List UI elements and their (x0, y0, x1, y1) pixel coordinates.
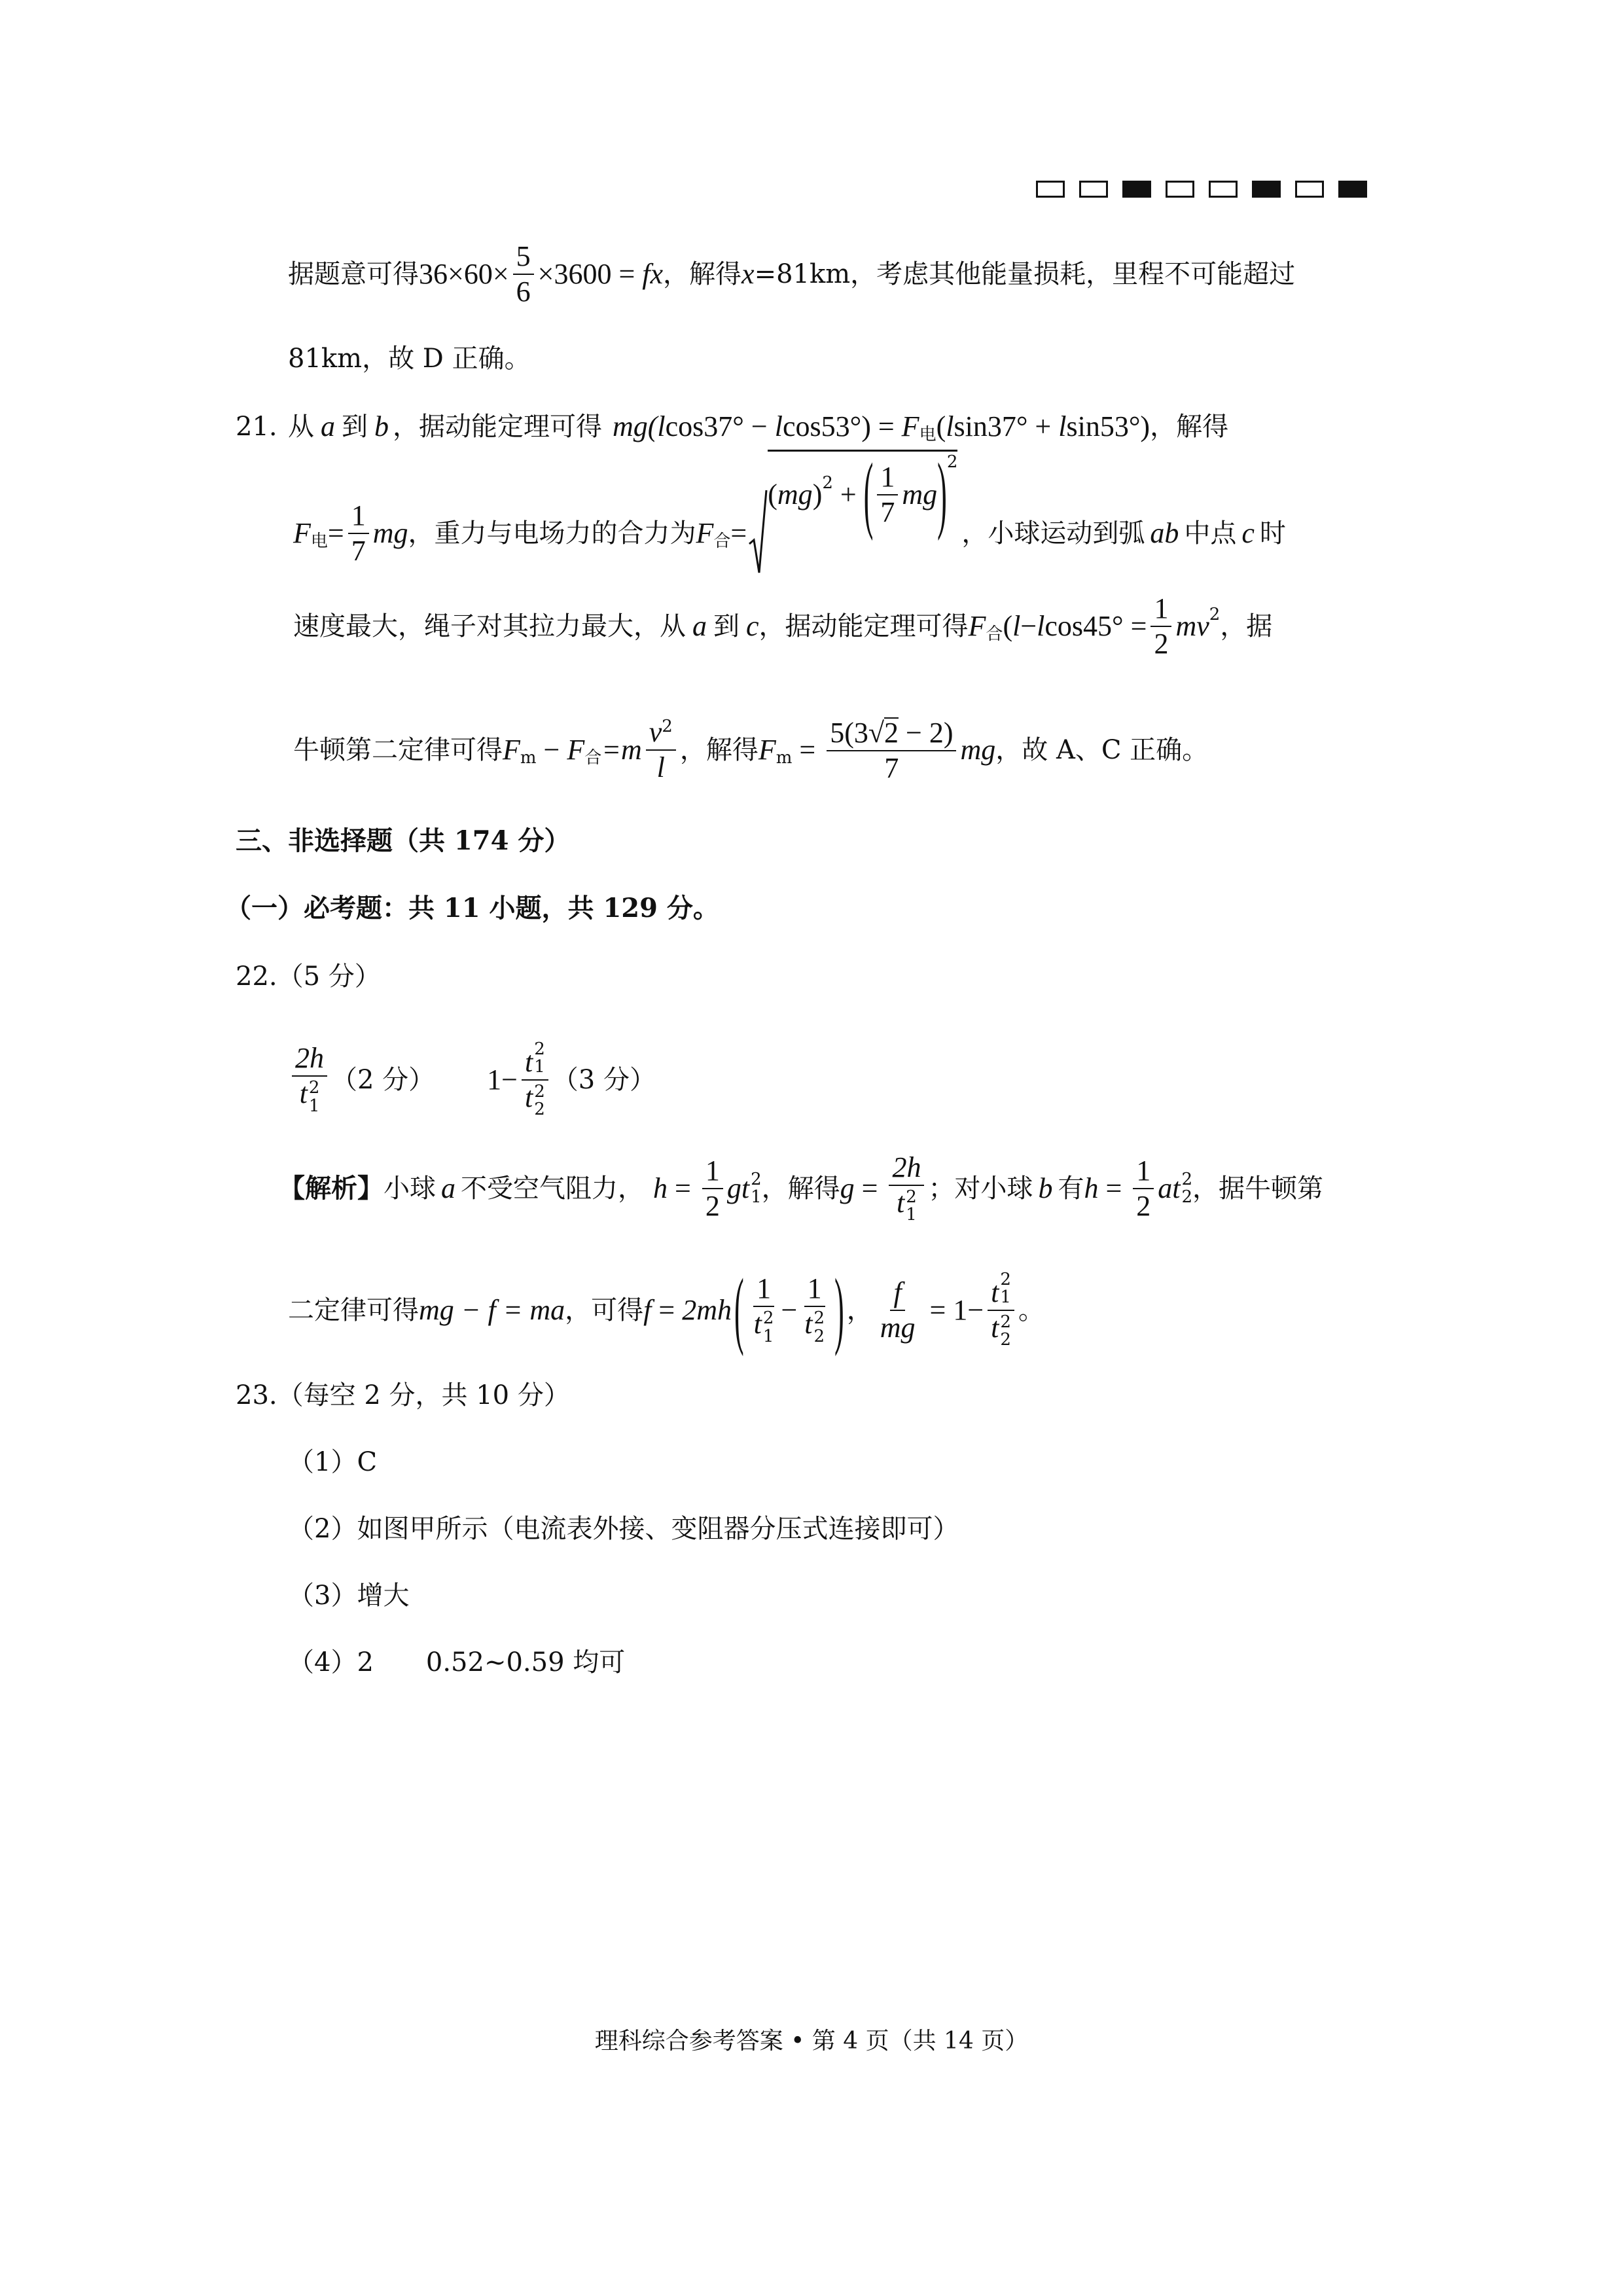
formula: mg (372, 517, 408, 549)
q22-header (236, 963, 381, 990)
formula: t (1172, 1172, 1181, 1205)
numerator: 1 (877, 463, 898, 495)
formula: l (1012, 610, 1021, 642)
numerator (988, 1271, 1014, 1311)
formula: mg − f = ma (419, 1293, 565, 1326)
text: （5 分） (277, 961, 381, 992)
formula: F (968, 610, 986, 642)
text: （一）必考题：共 11 小题，共 129 分。 (225, 893, 719, 924)
formula: 2mh (682, 1293, 732, 1326)
formula: ( (768, 478, 777, 511)
formula: t (741, 1172, 750, 1205)
mark-box (1252, 181, 1281, 198)
denominator: 7 (884, 752, 899, 784)
fraction (348, 501, 369, 565)
formula: sin37° + (954, 410, 1059, 442)
formula: mg (777, 478, 813, 511)
formula: cos45° = (1044, 610, 1147, 642)
formula: l (1037, 610, 1045, 642)
text: 中点 (1184, 518, 1237, 548)
superscript: 2 (813, 1308, 825, 1329)
formula: = (668, 1172, 698, 1205)
text: 时 (1259, 518, 1286, 548)
formula: F (567, 734, 585, 766)
formula: 1 (487, 1063, 502, 1096)
formula: t (525, 1045, 533, 1078)
subscript: 电 (310, 531, 328, 551)
superscript: 2 (308, 1078, 320, 1098)
formula: = (1098, 1172, 1130, 1205)
subscript: 2 (1181, 1187, 1193, 1208)
question-number: 21. (236, 412, 277, 442)
fraction (513, 242, 534, 306)
numerator (646, 718, 676, 751)
analysis-label: 【解析】 (279, 1173, 383, 1204)
q23-item (288, 1449, 377, 1475)
text: ，据动能定理可得 (393, 412, 602, 442)
superscript: 2 (1209, 605, 1221, 624)
formula: ×3600 = (537, 258, 643, 290)
page-footer: 理科综合参考答案 • 第 4 页（共 14 页） (594, 2028, 1029, 2054)
formula: 36×60× (419, 258, 509, 290)
text: 有 (1058, 1174, 1084, 1204)
formula: a (321, 410, 335, 442)
formula: cos37° − (665, 410, 775, 442)
text: （2 分） (331, 1064, 435, 1095)
formula: l (1058, 410, 1067, 442)
formula: t (897, 1187, 905, 1219)
formula: − (967, 1293, 984, 1326)
superscript: 2 (751, 1170, 762, 1189)
subscript: m (776, 748, 793, 768)
denominator: 2 (1154, 628, 1169, 660)
text: ，据牛顿第 (1192, 1174, 1324, 1204)
formula: fx (642, 258, 664, 290)
mark-box (1295, 181, 1324, 198)
subscript: 2 (1000, 1329, 1011, 1350)
numerator: 1 (702, 1157, 723, 1189)
formula: c (1241, 517, 1255, 549)
section-title (236, 825, 571, 856)
q20-line-2 (288, 346, 531, 372)
numerator: 5 (513, 242, 534, 275)
formula: − (501, 1063, 518, 1096)
denominator: 2 (705, 1190, 720, 1223)
big-paren: ( (734, 1261, 744, 1357)
section-subtitle (225, 895, 719, 922)
mark-box (1338, 181, 1367, 198)
text: 81km，故 D 正确。 (288, 344, 531, 374)
mark-box (1122, 181, 1151, 198)
formula: =m (601, 734, 642, 766)
text: ，解得 (761, 1174, 840, 1204)
formula: = (854, 1172, 885, 1205)
fraction (1133, 1157, 1154, 1221)
denominator: 2 (1136, 1190, 1151, 1223)
superscript: 2 (906, 1187, 917, 1207)
formula: mv (1175, 610, 1209, 642)
text: 据题意可得 (288, 259, 419, 289)
radicand (768, 445, 958, 542)
mark-box (1166, 181, 1194, 198)
q22-analysis-line-2 (288, 1261, 1044, 1357)
formula: F (503, 734, 520, 766)
formula: − (781, 1293, 798, 1326)
fraction (877, 460, 898, 528)
text: 三、非选择题（共 174 分） (236, 825, 571, 856)
numerator: 2h (292, 1044, 327, 1077)
fraction (877, 1278, 919, 1342)
superscript: 2 (1000, 1312, 1011, 1332)
formula: t (991, 1276, 999, 1308)
fraction (889, 1153, 924, 1225)
text: 到 (713, 611, 740, 641)
subscript: m (520, 748, 537, 768)
text: ，解得 (1150, 412, 1229, 442)
text: 牛顿第二定律可得 (293, 735, 503, 765)
fraction (801, 1274, 828, 1346)
text: ，据 (1220, 611, 1273, 641)
numerator: 1 (804, 1274, 825, 1307)
subscript: 1 (762, 1326, 774, 1346)
formula: a (441, 1172, 455, 1205)
text: ，解得 (663, 259, 742, 289)
numerator: f (890, 1278, 904, 1311)
text: 小球 (383, 1174, 436, 1204)
text: 从 (288, 412, 314, 442)
numerator (827, 717, 956, 751)
subscript: 合 (986, 624, 1003, 644)
text: 速度最大，绳子对其拉力最大，从 (293, 611, 686, 641)
formula: c (746, 610, 759, 642)
q22-analysis-line-1 (279, 1153, 1323, 1225)
formula: ( (1003, 610, 1013, 642)
fraction (988, 1271, 1014, 1349)
q23-item (288, 1583, 409, 1609)
text: ，据动能定理可得 (758, 611, 969, 641)
fraction (522, 1041, 548, 1119)
superscript: 2 (822, 473, 833, 493)
superscript: 2 (946, 452, 958, 472)
superscript: 2 (1000, 1270, 1011, 1289)
superscript: 2 (534, 1081, 545, 1102)
q20-line-1 (288, 242, 1295, 306)
formula: = (327, 517, 344, 549)
denominator: mg (880, 1311, 916, 1344)
formula: 5(3 (830, 717, 868, 749)
formula: a (1158, 1172, 1173, 1205)
text: ；对小球 (928, 1174, 1033, 1204)
formula: cos53°) = (782, 410, 902, 442)
formula: t (804, 1308, 813, 1340)
text: ，重力与电场力的合力为 (408, 518, 696, 548)
q22-answers (288, 1041, 656, 1119)
numerator: 1 (1150, 594, 1171, 627)
numerator: 1 (1133, 1157, 1154, 1189)
superscript: 2 (662, 717, 673, 736)
text: ， (846, 1295, 873, 1325)
numerator: 1 (753, 1274, 774, 1307)
formula: = (922, 1293, 954, 1326)
denominator: l (656, 751, 665, 783)
formula: g (840, 1172, 855, 1205)
sqrt-icon: √ (868, 717, 885, 749)
superscript: 2 (1181, 1170, 1193, 1189)
text: ，可得 (565, 1295, 644, 1325)
denominator (296, 1077, 323, 1115)
formula: 1 (953, 1293, 968, 1326)
q21-line-2 (293, 445, 1286, 579)
fraction (751, 1274, 777, 1346)
text: 。 (1018, 1295, 1044, 1325)
formula: mg (902, 478, 938, 511)
formula: = (730, 517, 747, 549)
formula: ab (1150, 517, 1179, 549)
text: （2）如图甲所示（电流表外接、变阻器分压式连接即可） (288, 1514, 959, 1544)
mark-box (1036, 181, 1065, 198)
fraction (827, 717, 956, 783)
formula: mg(l (613, 410, 666, 442)
formula: h (1084, 1172, 1099, 1205)
text: （4）2 0.52~0.59 均可 (288, 1647, 626, 1677)
denominator: 6 (516, 276, 531, 308)
big-paren: ) (834, 1261, 844, 1357)
text: =81km，考虑其他能量损耗，里程不可能超过 (754, 259, 1296, 289)
formula: a (692, 610, 707, 642)
formula: b (374, 410, 389, 442)
subscript: 1 (308, 1096, 320, 1116)
formula: v (649, 716, 662, 748)
formula: t (525, 1081, 533, 1113)
denominator: 7 (351, 535, 366, 567)
formula: F (758, 734, 776, 766)
text: （3 分） (552, 1064, 656, 1095)
q23-item (288, 1649, 625, 1676)
question-number: 22. (236, 961, 277, 992)
denominator (801, 1307, 828, 1346)
numerator (522, 1041, 548, 1081)
formula: F (293, 517, 311, 549)
formula: − 2) (899, 717, 954, 749)
formula: t (991, 1311, 999, 1344)
formula: t (753, 1308, 762, 1340)
numerator: 1 (348, 501, 369, 534)
question-number: 23. (236, 1380, 277, 1410)
formula: 2 (884, 717, 899, 749)
text: ，解得 (679, 735, 758, 765)
subscript: 电 (919, 425, 936, 444)
mark-box (1209, 181, 1238, 198)
subscript: 2 (534, 1099, 545, 1119)
denominator (988, 1311, 1014, 1350)
formula: x (741, 258, 755, 290)
subscript: 1 (906, 1205, 917, 1225)
text: 到 (342, 412, 368, 442)
formula: + (832, 478, 864, 511)
formula: − (1020, 610, 1037, 642)
q23-header (236, 1382, 570, 1408)
subscript: 合 (584, 748, 602, 768)
formula: − (536, 734, 567, 766)
numerator: 2h (889, 1153, 924, 1186)
formula: b (1038, 1172, 1053, 1205)
formula: mg (960, 734, 996, 766)
subscript: 1 (751, 1187, 762, 1208)
superscript: 2 (534, 1039, 545, 1059)
big-paren: ( (863, 445, 874, 542)
q23-item (288, 1516, 959, 1542)
fraction (1150, 594, 1171, 658)
formula: g (726, 1172, 741, 1205)
subscript: 1 (534, 1057, 545, 1077)
fraction (292, 1044, 327, 1115)
denominator (893, 1186, 920, 1225)
formula: l (774, 410, 783, 442)
subscript: 2 (813, 1326, 825, 1346)
denominator: 7 (880, 495, 895, 528)
q21-line-4 (293, 717, 1208, 783)
header-marks (1036, 181, 1367, 198)
text: ，故 A、C 正确。 (995, 735, 1209, 765)
q21-line-1 (236, 410, 1229, 444)
formula: ) (812, 478, 823, 511)
text: （3）增大 (288, 1581, 410, 1611)
formula: ( (936, 410, 946, 442)
formula: F (696, 517, 714, 549)
denominator (751, 1307, 777, 1346)
subscript: 合 (713, 531, 731, 551)
q21-line-3 (293, 594, 1272, 658)
text: （每空 2 分，共 10 分） (277, 1380, 570, 1410)
big-paren: ) (937, 445, 947, 542)
text: 二定律可得 (288, 1295, 419, 1325)
superscript: 2 (762, 1308, 774, 1329)
text: （1）C (288, 1447, 378, 1477)
denominator (522, 1081, 548, 1119)
radical-sign-icon (748, 488, 768, 579)
fraction (646, 718, 676, 782)
mark-box (1079, 181, 1108, 198)
formula: t (299, 1077, 308, 1110)
subscript: 1 (1000, 1287, 1011, 1308)
formula: f (643, 1293, 652, 1326)
formula: = (651, 1293, 683, 1326)
formula: h (653, 1172, 668, 1205)
text: ，小球运动到弧 (961, 518, 1145, 548)
fraction (702, 1157, 723, 1221)
formula: l (946, 410, 954, 442)
text: 不受空气阻力， (461, 1174, 644, 1204)
formula: F (901, 410, 919, 442)
formula: sin53°) (1066, 410, 1150, 442)
formula: = (792, 734, 823, 766)
